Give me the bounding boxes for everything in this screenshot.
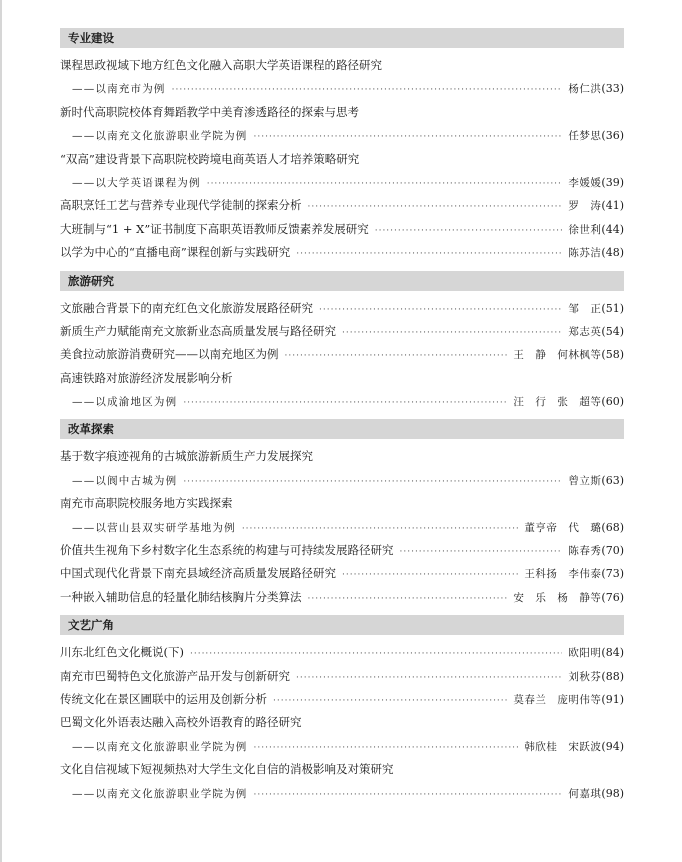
toc-entry[interactable] [60, 241, 624, 264]
entry-author: 安 乐 杨 静等 [513, 591, 602, 604]
toc-section [60, 271, 624, 414]
entry-title: 巴蜀文化外语表达融入高校外语教育的路径研究 [60, 715, 302, 730]
entry-title: 价值共生视角下乡村数字化生态系统的构建与可持续发展路径研究 [60, 543, 394, 558]
dot-leader [375, 220, 563, 243]
toc-entry[interactable] [60, 758, 624, 781]
entry-page-number: (41) [601, 199, 624, 213]
toc-entry[interactable] [60, 54, 624, 77]
entry-title: 南充市巴蜀特色文化旅游产品开发与创新研究 [60, 668, 290, 683]
entry-page-number: (76) [601, 590, 624, 604]
dot-leader [254, 126, 563, 149]
entry-page-number: (58) [601, 348, 624, 362]
dot-leader [254, 737, 519, 760]
entry-title: 文化自信视域下短视频热对大学生文化自信的消极影响及对策研究 [60, 762, 394, 777]
toc-entry[interactable] [60, 492, 624, 515]
entry-page-number: (68) [601, 520, 624, 534]
toc-entry[interactable] [60, 562, 624, 585]
entry-author: 刘秋芬 [568, 670, 602, 683]
entry-author: 汪 行 张 超等 [513, 396, 602, 409]
entry-title: ——以大学英语课程为例 [72, 176, 201, 189]
dot-leader [308, 196, 563, 219]
toc-entry[interactable] [60, 343, 624, 366]
toc-subtitle-entry[interactable] [60, 469, 624, 492]
section-heading: 专业建设 [60, 28, 624, 48]
toc-subtitle-entry[interactable] [60, 77, 624, 100]
entry-title: 中国式现代化背景下南充县域经济高质量发展路径研究 [60, 566, 336, 581]
entry-author: 莫春兰 庞明伟等 [513, 693, 602, 706]
entry-page-number: (98) [601, 786, 624, 800]
toc-entry[interactable] [60, 218, 624, 241]
entry-author: 任梦思 [568, 130, 602, 143]
entry-author: 陈苏洁 [568, 247, 602, 260]
entry-author: 陈春秀 [568, 545, 602, 558]
toc-section [60, 615, 624, 805]
dot-leader [342, 564, 518, 587]
entry-title: 南充市高职院校服务地方实践探索 [60, 496, 233, 511]
toc-section [60, 28, 624, 265]
entry-page-number: (88) [601, 669, 624, 683]
toc-section [60, 419, 624, 609]
dot-leader [342, 322, 562, 345]
entry-author: 王科扬 李伟泰 [524, 568, 602, 581]
page-edge [0, 0, 2, 862]
entry-page-number: (48) [601, 246, 624, 260]
dot-leader [319, 299, 562, 322]
entry-title: ——以南充市为例 [72, 83, 166, 96]
dot-leader [172, 79, 563, 102]
toc-subtitle-entry[interactable] [60, 516, 624, 539]
entry-page-number: (91) [601, 692, 624, 706]
toc-entry[interactable] [60, 586, 624, 609]
dot-leader [190, 643, 562, 666]
toc-entry[interactable] [60, 688, 624, 711]
entry-author: 罗 涛 [568, 200, 602, 213]
entry-author: 郑志英 [568, 325, 602, 338]
entry-title: 新质生产力赋能南充文旅新业态高质量发展与路径研究 [60, 323, 336, 338]
entry-page-number: (73) [601, 567, 624, 581]
toc-entry[interactable] [60, 711, 624, 734]
section-heading: 文艺广角 [60, 615, 624, 635]
toc-entry[interactable] [60, 665, 624, 688]
entry-author: 杨仁洪 [568, 83, 602, 96]
entry-page-number: (44) [601, 222, 624, 236]
entry-title: ——以成渝地区为例 [72, 396, 178, 409]
entry-title: ——以南充文化旅游职业学院为例 [72, 740, 248, 753]
entry-title: 川东北红色文化概说(下) [60, 645, 184, 660]
toc-entry[interactable] [60, 367, 624, 390]
entry-title: 新时代高职院校体育舞蹈教学中美育渗透路径的探索与思考 [60, 104, 359, 119]
entry-author: 徐世利 [568, 223, 602, 236]
toc-entry[interactable] [60, 297, 624, 320]
dot-leader [285, 345, 508, 368]
toc-subtitle-entry[interactable] [60, 171, 624, 194]
toc-entry[interactable] [60, 320, 624, 343]
dot-leader [183, 392, 507, 415]
entry-title: 大班制与“1 + X”证书制度下高职英语教师反馈素养发展研究 [60, 221, 369, 236]
dot-leader [296, 243, 562, 266]
entry-title: 课程思政视域下地方红色文化融入高职大学英语课程的路径研究 [60, 58, 382, 72]
entry-page-number: (54) [601, 324, 624, 338]
toc-subtitle-entry[interactable] [60, 390, 624, 413]
toc-subtitle-entry[interactable] [60, 124, 624, 147]
entry-page-number: (33) [601, 82, 624, 96]
section-heading: 改革探索 [60, 419, 624, 439]
dot-leader [400, 541, 563, 564]
entry-author: 欧阳明 [568, 647, 602, 660]
entry-page-number: (84) [601, 646, 624, 660]
entry-title: ——以营山县双实研学基地为例 [72, 521, 236, 534]
toc-entry[interactable] [60, 148, 624, 171]
table-of-contents [60, 28, 624, 811]
toc-entry[interactable] [60, 194, 624, 217]
toc-subtitle-entry[interactable] [60, 782, 624, 805]
entry-author: 李媛媛 [568, 176, 602, 189]
entry-title: ——以阆中古城为例 [72, 474, 178, 487]
dot-leader [207, 173, 563, 196]
entry-title: 以学为中心的“直播电商”课程创新与实践研究 [60, 245, 291, 260]
entry-author: 王 静 何林枫等 [513, 349, 602, 362]
entry-author: 何嘉琪 [568, 787, 602, 800]
toc-entry[interactable] [60, 539, 624, 562]
entry-title: 高速铁路对旅游经济发展影响分析 [60, 370, 233, 385]
entry-title: 美食拉动旅游消费研究——以南充地区为例 [60, 347, 279, 362]
entry-page-number: (36) [601, 129, 624, 143]
toc-entry[interactable] [60, 101, 624, 124]
section-heading: 旅游研究 [60, 271, 624, 291]
entry-title: 高职烹饪工艺与营养专业现代学徒制的探索分析 [60, 198, 302, 213]
entry-page-number: (51) [601, 301, 624, 315]
dot-leader [254, 784, 563, 807]
dot-leader [273, 690, 507, 713]
entry-title: “双高”建设背景下高职院校跨境电商英语人才培养策略研究 [60, 151, 360, 166]
entry-page-number: (70) [601, 544, 624, 558]
entry-title: ——以南充文化旅游职业学院为例 [72, 130, 248, 143]
dot-leader [296, 667, 562, 690]
toc-entry[interactable] [60, 641, 624, 664]
entry-page-number: (63) [601, 473, 624, 487]
toc-subtitle-entry[interactable] [60, 735, 624, 758]
entry-author: 董亨帝 代 璐 [524, 521, 602, 534]
entry-author: 韩欣桂 宋跃波 [524, 740, 602, 753]
entry-title: 传统文化在景区圃联中的运用及创新分析 [60, 691, 267, 706]
dot-leader [183, 471, 562, 494]
entry-author: 曾立斯 [568, 474, 602, 487]
entry-page-number: (60) [601, 395, 624, 409]
entry-title: 基于数字痕迹视角的古城旅游新质生产力发展探究 [60, 449, 313, 464]
dot-leader [242, 518, 519, 541]
toc-entry[interactable] [60, 445, 624, 468]
entry-author: 邹 正 [568, 302, 602, 315]
entry-title: 一种嵌入辅助信息的轻量化肺结核胸片分类算法 [60, 589, 302, 604]
entry-title: ——以南充文化旅游职业学院为例 [72, 787, 248, 800]
entry-page-number: (94) [601, 739, 624, 753]
entry-title: 文旅融合背景下的南充红色文化旅游发展路径研究 [60, 300, 313, 315]
dot-leader [308, 588, 508, 611]
entry-page-number: (39) [601, 175, 624, 189]
